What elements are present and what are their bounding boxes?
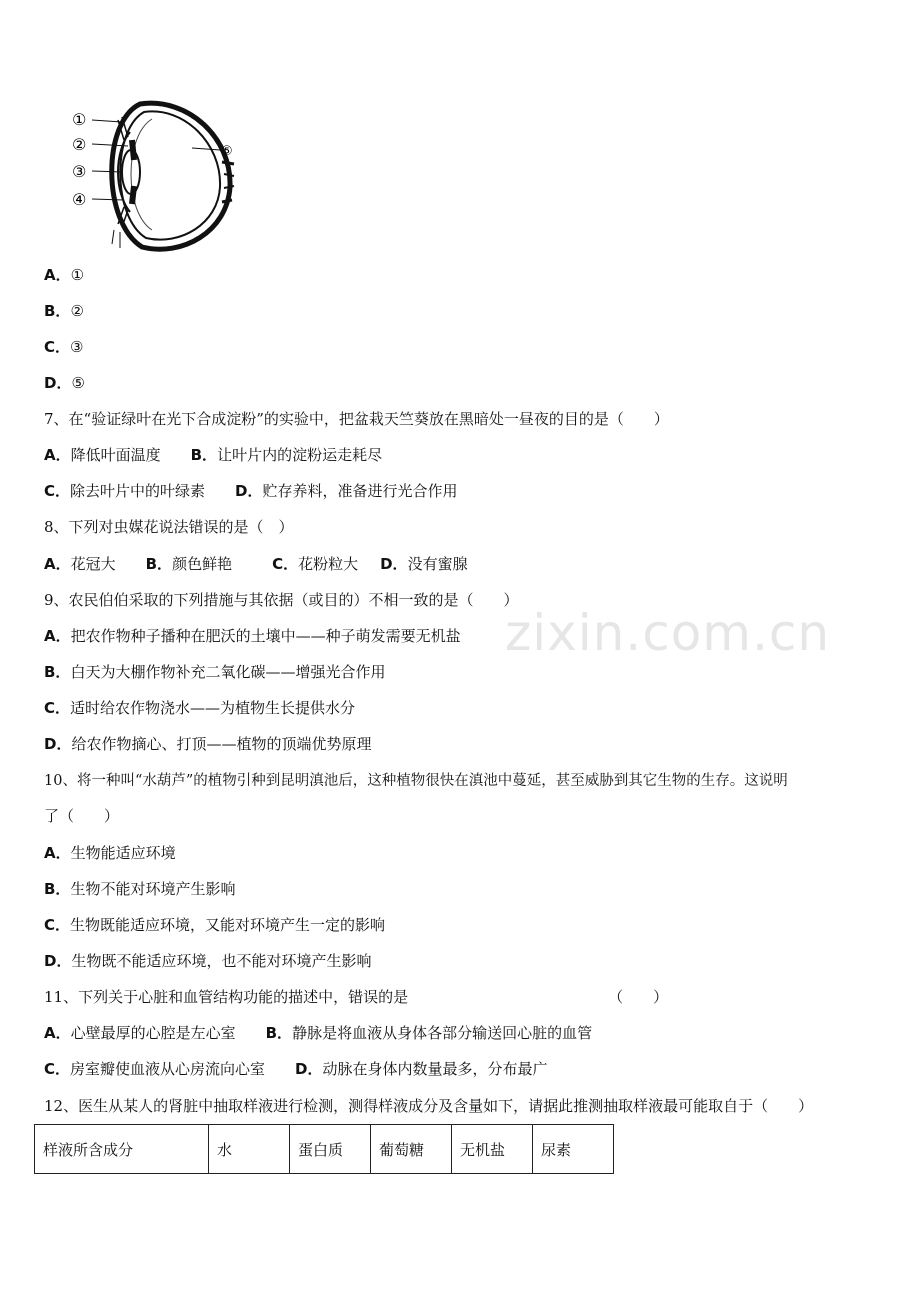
option-text: ③ [70, 338, 84, 356]
option-key: C． [44, 699, 71, 717]
q11-stem-row [44, 987, 890, 1007]
option-text: 心壁最厚的心腔是左心室 [70, 1024, 236, 1042]
watermark: zixin.com.cn [505, 604, 831, 662]
option-key: A． [44, 844, 71, 862]
q10-stem-line2: 了（ ） [44, 807, 120, 825]
option-text: 没有蜜腺 [407, 555, 468, 573]
q7-option-a[interactable] [44, 446, 161, 464]
q11-stem: 11、下列关于心脏和血管结构功能的描述中，错误的是 [44, 988, 409, 1006]
q9-option-d[interactable] [44, 734, 890, 754]
q11-answer-blank: （ ） [608, 988, 669, 1006]
option-key: D． [295, 1060, 323, 1078]
q11-options-row1 [44, 1023, 890, 1043]
q11-option-a[interactable] [44, 1024, 236, 1042]
q8-option-c[interactable] [272, 555, 358, 573]
option-text: 颜色鲜艳 [172, 555, 233, 573]
option-key: A． [44, 1024, 71, 1042]
q6-option-b[interactable] [44, 301, 890, 321]
option-text: 降低叶面温度 [70, 446, 161, 464]
table-cell: 水 [209, 1125, 290, 1174]
q10-option-b[interactable] [44, 879, 890, 899]
option-key: B． [190, 446, 218, 464]
option-text: 适时给农作物浇水——为植物生长提供水分 [70, 699, 356, 717]
q7-option-d[interactable] [235, 482, 457, 500]
q8-option-b[interactable] [146, 555, 232, 573]
option-text: 花冠大 [70, 555, 116, 573]
option-text: 生物能适应环境 [70, 844, 176, 862]
option-text: 生物既能适应环境，又能对环境产生一定的影响 [70, 916, 386, 934]
option-key: B． [145, 555, 173, 573]
label-2: ② [72, 135, 87, 154]
q11-options-row2 [44, 1059, 890, 1079]
option-key: C． [44, 338, 71, 356]
option-text: ② [70, 302, 84, 320]
q9-option-a[interactable] [44, 626, 890, 646]
eye-structure-diagram [62, 92, 247, 252]
option-key: D． [44, 735, 72, 753]
q10-option-c[interactable] [44, 915, 890, 935]
option-text: 除去叶片中的叶绿素 [70, 482, 206, 500]
q6-option-c[interactable] [44, 337, 890, 357]
option-text: 给农作物摘心、打顶——植物的顶端优势原理 [71, 735, 372, 753]
option-key: B． [265, 1024, 293, 1042]
option-text: 白天为大棚作物补充二氧化碳——增强光合作用 [70, 663, 386, 681]
table-row [35, 1125, 614, 1174]
q7-options-row1 [44, 445, 890, 465]
q6-option-d[interactable] [44, 373, 890, 393]
q8-option-d[interactable] [380, 555, 467, 573]
option-text: 生物既不能适应环境，也不能对环境产生影响 [71, 952, 372, 970]
option-key: D． [235, 482, 263, 500]
label-3: ③ [72, 162, 87, 181]
option-text: ① [70, 266, 85, 284]
option-key: C． [44, 482, 71, 500]
option-text: ⑤ [71, 374, 85, 392]
q10-option-a[interactable] [44, 843, 890, 863]
q10-stem-line1: 10、将一种叫“水葫芦”的植物引种到昆明滇池后，这种植物很快在滇池中蔓延，甚至威胁到其它生物的生存。这说明 [44, 773, 788, 789]
q7-option-b[interactable] [191, 446, 382, 464]
table-cell: 样液所含成分 [35, 1125, 209, 1174]
q8-stem: 8、下列对虫媒花说法错误的是（ ） [44, 518, 294, 536]
option-text: 让叶片内的淀粉运走耗尽 [217, 446, 383, 464]
option-text: 贮存养料，准备进行光合作用 [262, 482, 458, 500]
sample-composition-table [34, 1124, 614, 1174]
table-cell: 蛋白质 [290, 1125, 371, 1174]
q9-option-b[interactable] [44, 662, 890, 682]
label-5: ⑤ [221, 144, 233, 159]
q7-options-row2 [44, 481, 890, 501]
label-1: ① [72, 110, 87, 129]
option-key: C． [44, 916, 71, 934]
option-text: 静脉是将血液从身体各部分输送回心脏的血管 [292, 1024, 593, 1042]
table-cell: 葡萄糖 [371, 1125, 452, 1174]
option-text: 动脉在身体内数量最多，分布最广 [322, 1060, 548, 1078]
q9-stem: 9、农民伯伯采取的下列措施与其依据（或目的）不相一致的是（ ） [44, 591, 519, 609]
option-key: B． [44, 302, 71, 320]
option-key: C． [272, 555, 299, 573]
q11-option-d[interactable] [295, 1060, 547, 1078]
option-key: A． [44, 266, 71, 284]
option-text: 花粉粒大 [298, 555, 359, 573]
table-cell: 尿素 [533, 1125, 614, 1174]
q12-stem: 12、医生从某人的肾脏中抽取样液进行检测，测得样液成分及含量如下，请据此推测抽取样液最可能取自于（ ） [44, 1097, 814, 1115]
option-key: A． [44, 446, 71, 464]
q10-option-d[interactable] [44, 951, 890, 971]
q7-stem: 7、在“验证绿叶在光下合成淀粉”的实验中，把盆栽天竺葵放在黑暗处一昼夜的目的是（ ） [44, 410, 669, 428]
option-key: B． [44, 663, 71, 681]
q7-option-c[interactable] [44, 482, 205, 500]
label-4: ④ [72, 190, 87, 209]
q11-option-b[interactable] [266, 1024, 592, 1042]
option-key: D． [44, 374, 72, 392]
option-key: D． [44, 952, 72, 970]
option-text: 把农作物种子播种在肥沃的土壤中——种子萌发需要无机盐 [70, 627, 461, 645]
q11-option-c[interactable] [44, 1060, 265, 1078]
q8-options-row [44, 554, 890, 574]
option-key: C． [44, 1060, 71, 1078]
option-key: A． [44, 555, 71, 573]
option-key: B． [44, 880, 71, 898]
q8-option-a[interactable] [44, 555, 116, 573]
option-key: D． [380, 555, 408, 573]
option-text: 房室瓣使血液从心房流向心室 [70, 1060, 266, 1078]
option-key: A． [44, 627, 71, 645]
table-cell: 无机盐 [452, 1125, 533, 1174]
q6-option-a[interactable] [44, 265, 890, 285]
q9-option-c[interactable] [44, 698, 890, 718]
option-text: 生物不能对环境产生影响 [70, 880, 236, 898]
